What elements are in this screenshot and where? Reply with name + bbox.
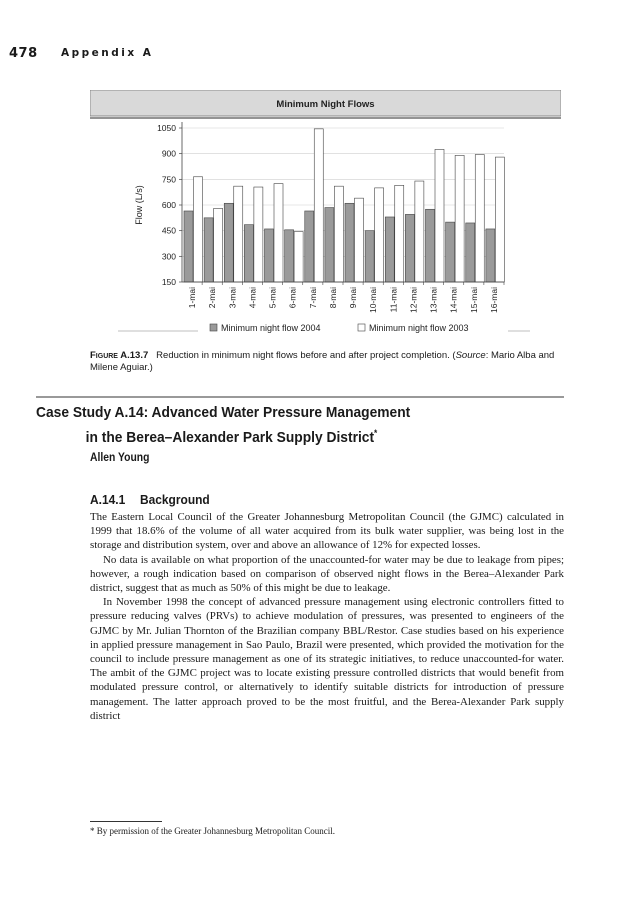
y-tick-label: 300 bbox=[161, 251, 176, 262]
bar bbox=[475, 155, 484, 282]
bar bbox=[365, 231, 374, 282]
footnote-rule bbox=[90, 821, 162, 822]
figure-label: Figure A.13.7 bbox=[90, 350, 149, 361]
x-tick-label: 9-mai bbox=[348, 287, 359, 309]
paragraph: In November 1998 the concept of advanced pressure management using electronic controllers fitted to pressure reducing valves (PRVs) to achieve modulation of pressures, was presented to engineers of the GJMC by Mr. Julian Thornton of the Brazilian company BBL/Restor. Case studies based on his experience in applied pressure management in Sao Paulo, Brazil were presented, which provided the motivation for the council to include pressure management as one of its strategic initiatives, to reduce unaccounted-for water. The ambit of the GJMC project was to locate existing pressure controlled districts that would benefit from modulated pressure control, or alternatively to identify suitable districts for introduction of pressure management. The latter approach proved to be the most fruitful, and the Berea-Alexander Park supply district bbox=[90, 596, 564, 722]
section-divider bbox=[36, 396, 564, 398]
x-tick-label: 4-mai bbox=[247, 287, 258, 309]
case-study-title-line2-wrap bbox=[36, 423, 533, 448]
section-title: Background bbox=[139, 492, 210, 507]
bar bbox=[455, 155, 464, 282]
paragraph: No data is available on what proportion of the unaccounted-for water may be due to leakage from pipes; however, a rough indication based on comparison of observed night flows in the Berea–Alexander Park district, suggest that as much as 50% of this might be due to leakage. bbox=[90, 553, 564, 595]
x-tick-label: 12-mai bbox=[408, 287, 419, 313]
x-tick-label: 10-mai bbox=[368, 287, 379, 313]
bar bbox=[385, 217, 394, 282]
x-tick-label: 13-mai bbox=[428, 287, 439, 313]
paragraph: The Eastern Local Council of the Greater Johannesburg Metropolitan Council (the GJMC) calculated in 1999 that 18.6% of the volume of all water acquired from its bulk water supplier, was being lost in the storage and distribution system, over and above an allowance of 12% for expected losses. bbox=[90, 511, 564, 552]
x-tick-label: 11-mai bbox=[388, 287, 399, 313]
chart-svg bbox=[90, 90, 561, 343]
body-text bbox=[90, 510, 564, 723]
author-name: Allen Young bbox=[90, 452, 150, 464]
y-tick-label: 1050 bbox=[157, 123, 176, 133]
chart-legend bbox=[118, 323, 530, 333]
legend-label: Minimum night flow 2004 bbox=[221, 323, 321, 333]
bar bbox=[426, 209, 435, 282]
x-tick-label: 14-mai bbox=[448, 287, 459, 313]
bar bbox=[194, 177, 203, 282]
bar bbox=[355, 198, 364, 282]
figure-source-word: Source bbox=[455, 350, 486, 361]
y-tick-label: 750 bbox=[161, 174, 176, 185]
y-tick-label: 450 bbox=[161, 225, 176, 236]
bar bbox=[375, 188, 384, 282]
bar bbox=[274, 184, 283, 282]
bar bbox=[204, 218, 213, 282]
case-study-title-line1: Case Study A.14: Advanced Water Pressure Management bbox=[36, 404, 411, 421]
y-tick-label: 600 bbox=[161, 200, 176, 210]
bar bbox=[466, 223, 475, 282]
case-study-title-line2: in the Berea–Alexander Park Supply District bbox=[85, 429, 375, 446]
legend-swatch bbox=[210, 324, 217, 331]
bar bbox=[446, 222, 455, 282]
chart-title: Minimum Night Flows bbox=[276, 99, 375, 110]
bar bbox=[325, 208, 334, 282]
case-study-title bbox=[36, 403, 533, 448]
x-tick-label: 6-mai bbox=[287, 287, 298, 309]
bar bbox=[294, 232, 303, 282]
bar bbox=[234, 186, 243, 282]
footnote-mark: * bbox=[374, 428, 378, 438]
bar bbox=[224, 203, 233, 282]
bar bbox=[305, 211, 314, 282]
legend-label: Minimum night flow 2003 bbox=[369, 323, 469, 333]
x-tick-label: 7-mai bbox=[307, 287, 318, 309]
bar bbox=[214, 208, 223, 282]
bar bbox=[254, 187, 263, 282]
x-tick-label: 2-mai bbox=[207, 287, 218, 309]
page-number: 478 bbox=[9, 46, 38, 61]
section-heading bbox=[90, 492, 210, 507]
bar bbox=[415, 181, 424, 282]
bar bbox=[405, 214, 414, 282]
bar bbox=[395, 185, 404, 282]
figure-chart bbox=[90, 90, 561, 343]
bar bbox=[486, 229, 495, 282]
bar bbox=[435, 149, 444, 282]
x-tick-label: 8-mai bbox=[327, 287, 338, 309]
bar bbox=[334, 186, 343, 282]
x-tick-label: 15-mai bbox=[468, 287, 479, 313]
bar bbox=[244, 225, 253, 282]
running-title: Appendix A bbox=[61, 47, 154, 59]
bar bbox=[495, 157, 504, 282]
figure-source-rest: : Mario Alba and Milene Aguiar.) bbox=[90, 350, 555, 373]
footnote: * By permission of the Greater Johannesburg Metropolitan Council. bbox=[90, 826, 336, 836]
x-tick-label: 16-mai bbox=[488, 287, 499, 313]
bar bbox=[314, 129, 323, 282]
bar bbox=[265, 229, 274, 282]
legend-swatch bbox=[358, 324, 365, 331]
x-tick-label: 3-mai bbox=[227, 287, 238, 309]
bar bbox=[285, 230, 294, 282]
chart-bars bbox=[184, 129, 504, 282]
figure-caption-text: Reduction in minimum night flows before and after project completion. ( bbox=[156, 350, 456, 361]
x-tick-label: 5-mai bbox=[267, 287, 278, 309]
y-axis-label: Flow (L/s) bbox=[134, 185, 144, 225]
section-number: A.14.1 bbox=[90, 492, 126, 507]
bar bbox=[345, 203, 354, 282]
bar bbox=[184, 211, 193, 282]
y-tick-label: 150 bbox=[161, 277, 176, 287]
figure-caption bbox=[90, 350, 560, 374]
x-tick-label: 1-mai bbox=[187, 287, 198, 309]
y-tick-label: 900 bbox=[161, 148, 176, 159]
